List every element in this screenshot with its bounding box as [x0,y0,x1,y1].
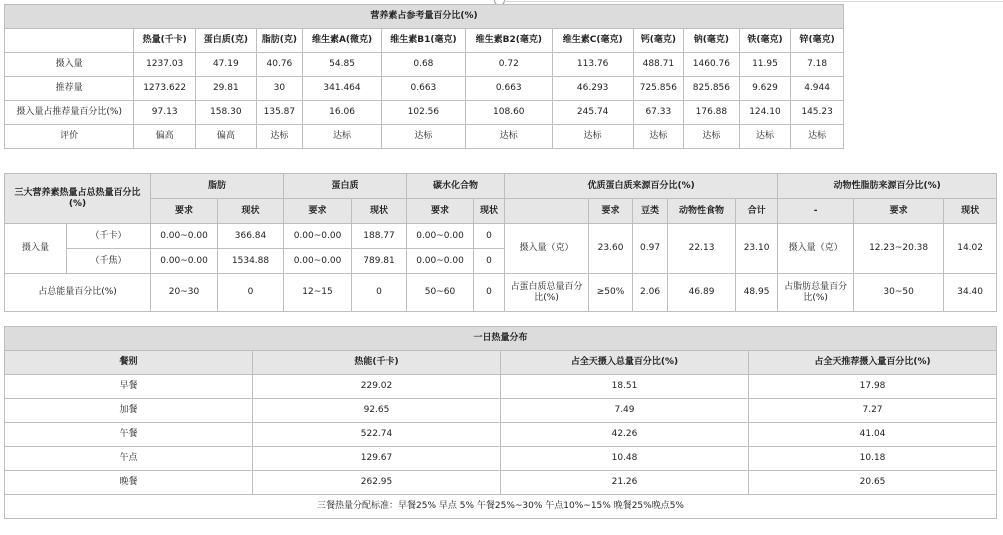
kcal-row [5,224,997,249]
kj-protein-cur: 789.81 [352,249,407,274]
table-cell: 92.65 [253,399,501,423]
table-row [5,447,997,471]
protein-cur-header: 现状 [352,199,407,224]
table-cell: 1460.76 [684,53,740,77]
table-row [5,423,997,447]
table1-header: 热量(千卡) [134,29,196,53]
table-cell: 176.88 [684,101,740,125]
table-cell: 7.49 [501,399,749,423]
table1-header: 锌(毫克) [791,29,844,53]
table-cell: 达标 [739,125,791,149]
table-cell: 158.30 [196,101,257,125]
table-row [5,375,997,399]
table-cell: 达标 [684,125,740,149]
table1-title: 营养素占参考量百分比(%) [5,5,844,29]
qp-soy-header: 豆类 [633,199,668,224]
kcal-protein-cur: 188.77 [352,224,407,249]
protein-req-header: 要求 [284,199,352,224]
pct-fat-req: 20~30 [151,274,218,312]
qp-total-header: 合计 [736,199,778,224]
af-pct-label: 占脂肪总量百分比(%) [778,274,854,312]
protein-header: 蛋白质 [284,174,407,199]
table-cell: 达标 [303,125,382,149]
kcal-protein-req: 0.00~0.00 [284,224,352,249]
carb-cur-header: 现状 [474,199,505,224]
energy-pct-label: 占总能量百分比(%) [5,274,151,312]
meal-label: 晚餐 [5,471,253,495]
table-cell: 18.51 [501,375,749,399]
table2-corner: 三大营养素热量占总热量百分比(%) [5,174,151,224]
table-cell: 54.85 [303,53,382,77]
meal-standard-footer: 三餐热量分配标准：早餐25% 早点 5% 午餐25%~30% 午点10%~15% 晚餐25%晚点5% [5,495,997,519]
table-row [5,53,844,77]
kcal-carb-cur: 0 [474,224,505,249]
table-cell: 29.81 [196,77,257,101]
table-cell: 145.23 [791,101,844,125]
meal-label: 加餐 [5,399,253,423]
nutrient-reference-table [4,4,844,149]
table-cell: 达标 [791,125,844,149]
table-cell: 135.87 [256,101,302,125]
qp-intake-total: 23.10 [736,224,778,274]
table-cell: 9.629 [739,77,791,101]
table1-body [5,53,844,149]
energy-header: 热能(千卡) [253,351,501,375]
pct-fat-cur: 0 [218,274,284,312]
table-cell: 0.68 [381,53,465,77]
af-cur-header: 现状 [944,199,997,224]
qp-req-header: 要求 [589,199,633,224]
table-cell: 20.65 [749,471,997,495]
table1-header: 蛋白质(克) [196,29,257,53]
table-cell: 0.72 [465,53,552,77]
pct-carb-cur: 0 [474,274,505,312]
kcal-fat-cur: 366.84 [218,224,284,249]
table-cell: 达标 [256,125,302,149]
table-cell: 11.95 [739,53,791,77]
qp-animal-header: 动物性食物 [668,199,736,224]
row-label: 评价 [5,125,134,149]
table1-header: 维生素A(微克) [303,29,382,53]
kj-fat-cur: 1534.88 [218,249,284,274]
table-cell: 17.98 [749,375,997,399]
table-cell: 245.74 [552,101,633,125]
af-intake-label: 摄入量（克） [778,224,854,274]
qp-intake-label: 摄入量（克） [505,224,589,274]
table-cell: 341.464 [303,77,382,101]
pct-protein-req: 12~15 [284,274,352,312]
qp-intake-animal: 22.13 [668,224,736,274]
macronutrient-energy-table [4,173,997,312]
table-cell: 10.18 [749,447,997,471]
intake-label: 摄入量 [5,224,67,274]
table-cell: 67.33 [633,101,684,125]
table1-header: 脂肪(克) [256,29,302,53]
table-cell: 229.02 [253,375,501,399]
table-cell: 124.10 [739,101,791,125]
af-pct-req: 30~50 [854,274,944,312]
table-cell: 7.18 [791,53,844,77]
table-cell: 达标 [552,125,633,149]
kj-carb-cur: 0 [474,249,505,274]
table-cell: 1237.03 [134,53,196,77]
meal-label: 午点 [5,447,253,471]
table1-header: 钠(毫克) [684,29,740,53]
row-label: 摄入量 [5,53,134,77]
table-cell: 522.74 [253,423,501,447]
table-cell: 7.27 [749,399,997,423]
af-pct-cur: 34.40 [944,274,997,312]
table-cell: 725.856 [633,77,684,101]
table-cell: 21.26 [501,471,749,495]
qp-intake-soy: 0.97 [633,224,668,274]
kj-fat-req: 0.00~0.00 [151,249,218,274]
table3-title: 一日热量分布 [5,327,997,351]
af-intake-cur: 14.02 [944,224,997,274]
kcal-carb-req: 0.00~0.00 [407,224,474,249]
kj-protein-req: 0.00~0.00 [284,249,352,274]
table-cell: 偏高 [134,125,196,149]
table-cell: 46.293 [552,77,633,101]
table-cell: 488.71 [633,53,684,77]
table-row [5,77,844,101]
kj-carb-req: 0.00~0.00 [407,249,474,274]
table-cell: 47.19 [196,53,257,77]
table-cell: 10.48 [501,447,749,471]
carb-header: 碳水化合物 [407,174,505,199]
animal-fat-header: 动物性脂肪来源百分比(%) [778,174,997,199]
af-req-header: 要求 [854,199,944,224]
energy-pct-row [5,274,997,312]
qp-pct-req: ≥50% [589,274,633,312]
qp-intake-req: 23.60 [589,224,633,274]
table-cell: 825.856 [684,77,740,101]
table1-header: 维生素C(毫克) [552,29,633,53]
row-label: 推荐量 [5,77,134,101]
table-cell: 16.06 [303,101,382,125]
table1-header-row [5,29,844,53]
table-cell: 偏高 [196,125,257,149]
meal-label: 早餐 [5,375,253,399]
table-row [5,101,844,125]
intake-pct-header: 占全天摄入总量百分比(%) [501,351,749,375]
table1-header-corner [5,29,134,53]
table1-header: 维生素B1(毫克) [381,29,465,53]
kj-unit: （千焦） [67,249,151,274]
qp-pct-label: 占蛋白质总量百分比(%) [505,274,589,312]
fat-header: 脂肪 [151,174,284,199]
table-cell: 40.76 [256,53,302,77]
fat-req-header: 要求 [151,199,218,224]
table-cell: 达标 [381,125,465,149]
table-cell: 0.663 [465,77,552,101]
pct-carb-req: 50~60 [407,274,474,312]
table-cell: 42.26 [501,423,749,447]
table-cell: 113.76 [552,53,633,77]
af-dash-header: - [778,199,854,224]
top-divider [503,1,1003,2]
table-cell: 41.04 [749,423,997,447]
table-row [5,125,844,149]
table-cell: 108.60 [465,101,552,125]
kcal-unit: （千卡） [67,224,151,249]
kcal-fat-req: 0.00~0.00 [151,224,218,249]
table-cell: 102.56 [381,101,465,125]
carb-req-header: 要求 [407,199,474,224]
pct-protein-cur: 0 [352,274,407,312]
af-intake-req: 12.23~20.38 [854,224,944,274]
table1-header: 维生素B2(毫克) [465,29,552,53]
qp-pct-animal: 46.89 [668,274,736,312]
table-cell: 0.663 [381,77,465,101]
qp-pct-soy: 2.06 [633,274,668,312]
meal-header: 餐别 [5,351,253,375]
table3-header-row [5,351,997,375]
fat-cur-header: 现状 [218,199,284,224]
table-row [5,471,997,495]
daily-energy-distribution-table [4,326,997,519]
recommended-pct-header: 占全天推荐摄入量百分比(%) [749,351,997,375]
meal-label: 午餐 [5,423,253,447]
table-cell: 4.944 [791,77,844,101]
table-cell: 30 [256,77,302,101]
table1-header: 铁(毫克) [739,29,791,53]
table-cell: 129.67 [253,447,501,471]
qp-pct-total: 48.95 [736,274,778,312]
row-label: 摄入量占推荐量百分比(%) [5,101,134,125]
table-cell: 达标 [465,125,552,149]
table-row [5,399,997,423]
qp-blank-header [505,199,589,224]
table3-body [5,375,997,495]
table-cell: 达标 [633,125,684,149]
table-cell: 1273.622 [134,77,196,101]
table-cell: 97.13 [134,101,196,125]
table1-header: 钙(毫克) [633,29,684,53]
table-cell: 262.95 [253,471,501,495]
quality-protein-header: 优质蛋白质来源百分比(%) [505,174,778,199]
